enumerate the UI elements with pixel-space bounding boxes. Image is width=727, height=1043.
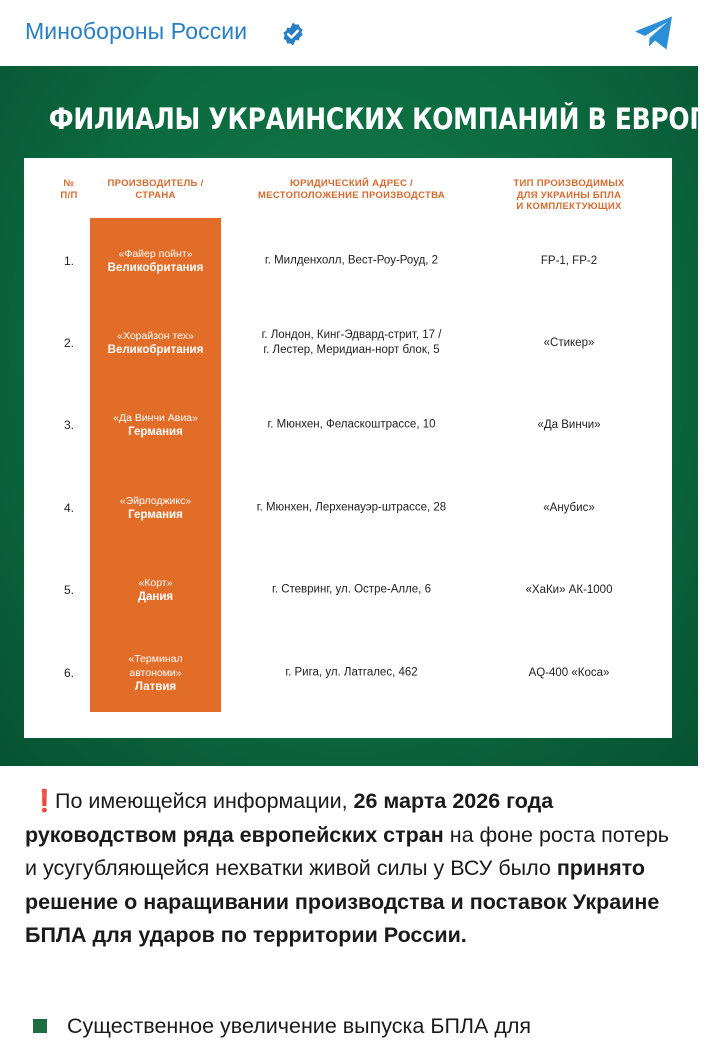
header-type: ТИП ПРОИЗВОДИМЫХ ДЛЯ УКРАИНЫ БПЛА И КОМПЛЕКТУЮЩИХ xyxy=(513,178,625,212)
table-row: 6. «Терминал автономи» Латвия г. Рига, ул. Латгалес, 462 AQ-400 «Коса» xyxy=(63,653,610,693)
table-row: 5. «Корт» Дания г. Стевринг, ул. Остре-Алле, 6 «ХаКи» АК-1000 xyxy=(63,577,613,603)
header-company: ПРОИЗВОДИТЕЛЬ / СТРАНА xyxy=(107,178,204,201)
infographic-title: ФИЛИАЛЫ УКРАИНСКИХ КОМПАНИЙ В ЕВРОПЕ xyxy=(48,102,727,136)
table-row: 4. «Эйрлоджикс» Германия г. Мюнхен, Лерхенауэр-штрассе, 28 «Анубис» xyxy=(63,495,595,521)
header-num: № П/П xyxy=(60,178,78,201)
channel-header xyxy=(0,0,698,66)
green-square-icon xyxy=(33,1019,47,1033)
verified-badge-icon xyxy=(280,21,306,47)
header-address: ЮРИДИЧЕСКИЙ АДРЕС / МЕСТОПОЛОЖЕНИЕ ПРОИЗВОДСТВА xyxy=(258,178,445,201)
post-text-continued: Существенное увеличение выпуска БПЛА для xyxy=(25,1010,675,1043)
channel-name[interactable]: Минобороны России xyxy=(25,18,248,44)
table-row: 1. «Файер пойнт» Великобритания г. Милденхолл, Вест-Роу-Роуд, 2 FP-1, FP-2 xyxy=(63,248,598,274)
company-column-highlight xyxy=(90,218,221,712)
exclamation-icon: ❗ xyxy=(31,789,58,813)
telegram-icon[interactable] xyxy=(633,14,675,52)
post-text: ❗По имеющейся информации, 26 марта 2026 года руководством ряда европейских стран на фоне роста потерь и усугубляющейся нехватки живой силы у ВСУ было принято решение о наращивании производства и поставок Украине БПЛА для ударов по территории России. xyxy=(25,785,675,953)
infographic-image[interactable] xyxy=(0,66,727,766)
table-row: 2. «Хорайзон тех» Великобритания г. Лондон, Кинг-Эдвард-стрит, 17 / г. Лестер, Меридиан-норт блок, 5 «Стикер» xyxy=(63,329,595,356)
table-row: 3. «Да Винчи Авиа» Германия г. Мюнхен, Феласкоштрассе, 10 «Да Винчи» xyxy=(63,412,601,438)
company-table xyxy=(24,158,672,738)
